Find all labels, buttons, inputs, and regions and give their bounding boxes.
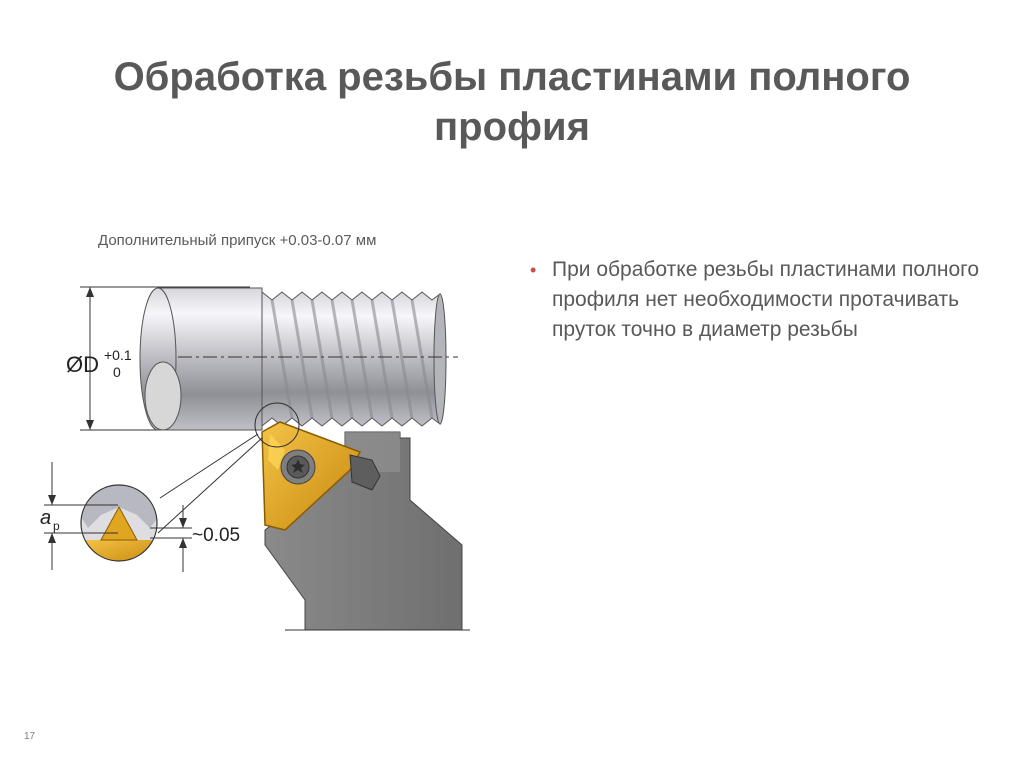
- workpiece-bar: [140, 288, 262, 430]
- tolerance-lower: 0: [113, 364, 121, 380]
- bullet-text: При обработке резьбы пластинами полного профиля нет необходимости протачивать пруток точно в диаметр резьбы: [552, 258, 980, 341]
- figure-caption: Дополнительный припуск +0.03-0.07 мм: [98, 232, 377, 249]
- detail-view: [80, 484, 160, 564]
- bullet-marker-icon: •: [530, 260, 537, 280]
- slide-title-line-1: Обработка резьбы пластинами полного: [113, 55, 911, 99]
- threaded-section: [262, 292, 446, 426]
- slide-number: 17: [24, 731, 36, 742]
- tolerance-upper: +0.1: [104, 347, 132, 363]
- ap-label: a: [40, 507, 52, 529]
- clamp-screw-icon: [281, 450, 315, 484]
- slide-title-line-2: профия: [434, 105, 590, 149]
- gap-label: ~0.05: [192, 525, 241, 546]
- diameter-label: ØD: [66, 352, 99, 377]
- bullet-item: [530, 255, 1000, 345]
- ap-subscript: p: [53, 519, 60, 533]
